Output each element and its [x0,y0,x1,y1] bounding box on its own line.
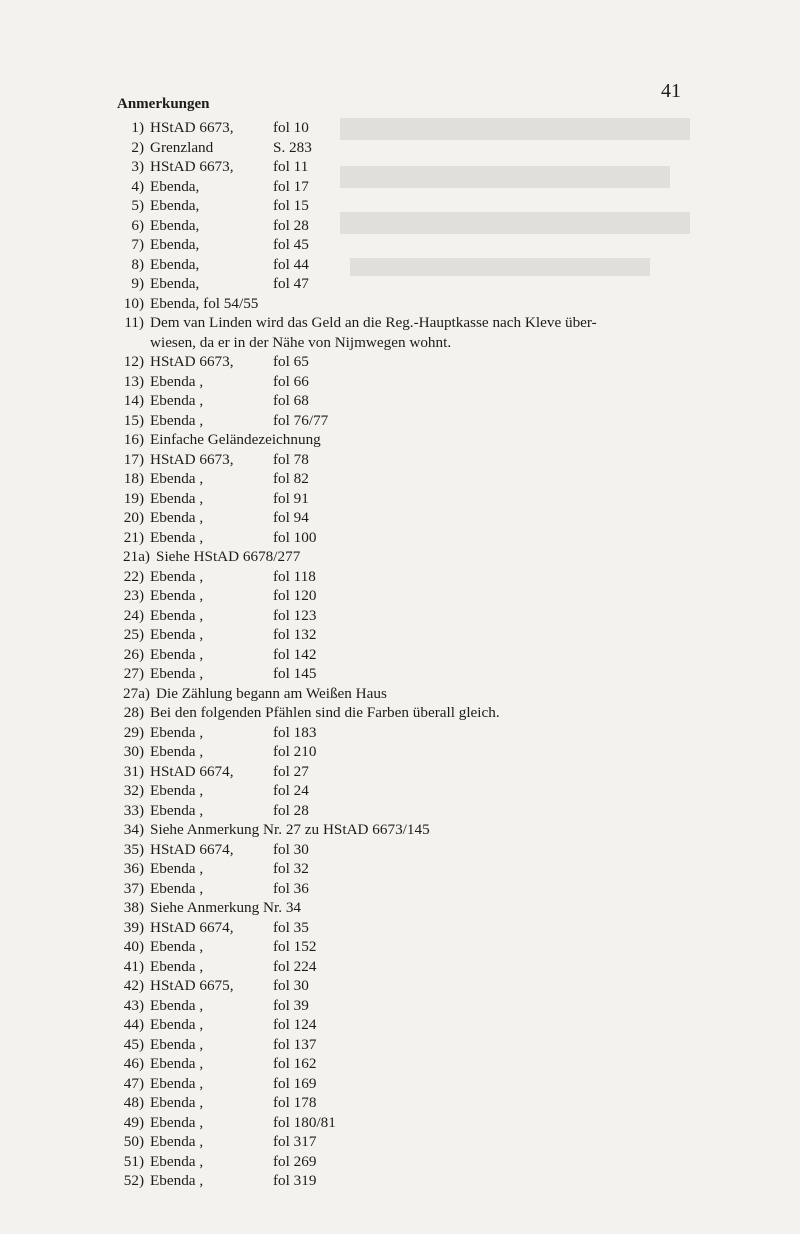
note-source: Ebenda , [150,665,204,682]
note-number: 45) [123,1035,144,1053]
note-number: 35) [123,840,144,858]
note-folio: fol 152 [273,938,317,955]
note-folio: fol 162 [273,1055,317,1072]
note-item [108,664,698,684]
note-folio: fol 123 [273,606,317,624]
note-number: 16) [123,431,144,448]
note-source: Ebenda , [150,372,204,390]
note-folio: fol 100 [273,528,317,546]
note-text: Bei den folgenden Pfählen sind die Farben überall gleich. [150,704,500,721]
note-number: 3) [131,158,144,175]
note-item [108,547,698,567]
note-source: Grenzland [150,138,214,156]
note-number: 39) [123,918,144,936]
note-number: 2) [131,138,144,156]
note-folio: fol 35 [273,918,309,936]
note-item [108,1152,698,1172]
note-number: 29) [123,723,144,741]
note-item [108,177,698,197]
note-number: 23) [123,587,144,604]
note-source: Ebenda , [150,411,204,429]
note-source: Ebenda , [150,626,204,643]
note-source: Ebenda , [150,528,204,546]
note-folio: fol 66 [273,372,309,390]
note-number: 50) [123,1133,144,1150]
note-item [108,1113,698,1133]
note-source: Ebenda , [150,1074,204,1092]
note-item [108,976,698,996]
note-item [108,391,698,411]
note-folio: fol 137 [273,1035,317,1053]
note-source: Ebenda, [150,275,200,292]
note-number: 4) [131,177,144,195]
note-folio: fol 44 [273,255,309,273]
note-number: 21a) [123,548,150,565]
note-item [108,294,698,314]
note-number: 7) [131,236,144,253]
note-item [108,450,698,470]
note-item [108,625,698,645]
note-text: Siehe Anmerkung Nr. 27 zu HStAD 6673/145 [150,821,430,838]
note-folio: fol 39 [273,996,309,1014]
note-number: 9) [131,275,144,292]
note-text: Siehe Anmerkung Nr. 34 [150,899,302,916]
note-number: 12) [123,353,144,370]
note-source: Ebenda , [150,1035,204,1053]
notes-list [108,118,698,1191]
note-number: 47) [123,1074,144,1092]
note-folio: fol 94 [273,509,309,526]
note-item [108,411,698,431]
note-source: Ebenda, [150,216,200,234]
note-source: Ebenda , [150,1113,204,1131]
note-item [108,1093,698,1113]
note-item [108,1074,698,1094]
note-item [108,255,698,275]
note-folio: fol 124 [273,1016,317,1033]
note-item [108,996,698,1016]
note-source: Ebenda , [150,782,204,799]
note-folio: fol 17 [273,177,309,195]
note-number: 48) [123,1094,144,1111]
note-number: 26) [123,645,144,663]
note-number: 5) [131,197,144,214]
note-item [108,138,698,158]
note-source: HStAD 6673, [150,158,234,175]
note-item [108,313,698,333]
note-source: Ebenda , [150,801,204,819]
note-source: Ebenda , [150,957,204,975]
note-item [108,703,698,723]
note-folio: fol 32 [273,860,309,877]
note-number: 21) [123,528,144,546]
note-number: 19) [123,489,144,507]
note-folio: fol 76/77 [273,411,329,429]
note-folio: fol 178 [273,1094,317,1111]
note-source: Ebenda , [150,489,204,507]
note-folio: fol 78 [273,450,309,468]
note-number: 20) [123,509,144,526]
note-continuation: wiesen, da er in der Nähe von Nijmwegen wohnt. [150,333,452,351]
note-item [108,157,698,177]
note-source: HStAD 6673, [150,450,234,468]
note-item [108,606,698,626]
note-folio: fol 91 [273,489,309,507]
note-item [108,859,698,879]
note-number: 44) [123,1016,144,1033]
note-number: 28) [123,704,144,721]
note-item [108,742,698,762]
note-number: 34) [123,821,144,838]
note-item [108,372,698,392]
note-folio: fol 15 [273,197,309,214]
note-item [108,1171,698,1191]
note-item [108,508,698,528]
note-number: 41) [123,957,144,975]
note-source: Ebenda , [150,723,204,741]
note-number: 31) [123,762,144,780]
note-source: Ebenda , [150,1094,204,1111]
note-source: Ebenda , [150,470,204,487]
note-folio: fol 30 [273,977,309,994]
note-folio: fol 24 [273,782,309,799]
note-number: 30) [123,743,144,760]
note-source: Ebenda, [150,236,200,253]
note-item [108,1054,698,1074]
note-source: Ebenda , [150,587,204,604]
note-item [108,879,698,899]
note-number: 43) [123,996,144,1014]
note-folio: fol 36 [273,879,309,897]
note-number: 36) [123,860,144,877]
note-folio: fol 45 [273,236,309,253]
note-number: 42) [123,977,144,994]
note-text: Ebenda, fol 54/55 [150,294,259,312]
note-source: Ebenda , [150,743,204,760]
note-item [108,898,698,918]
note-number: 27a) [123,684,150,702]
note-number: 1) [131,119,144,136]
note-number: 25) [123,626,144,643]
note-source: Ebenda, [150,255,200,273]
note-number: 51) [123,1152,144,1170]
note-source: Ebenda , [150,606,204,624]
note-folio: fol 10 [273,119,309,136]
note-number: 38) [123,899,144,916]
note-number: 17) [123,450,144,468]
note-item [108,1132,698,1152]
note-folio: fol 319 [273,1172,317,1189]
note-folio: fol 183 [273,723,317,741]
note-item [108,937,698,957]
note-item [108,118,698,138]
note-source: Ebenda , [150,645,204,663]
note-number: 27) [123,665,144,682]
note-item [108,528,698,548]
note-source: Ebenda , [150,1016,204,1033]
note-source: HStAD 6674, [150,840,234,858]
note-source: HStAD 6674, [150,918,234,936]
note-folio: fol 118 [273,567,316,585]
note-number: 6) [131,216,144,234]
note-folio: fol 27 [273,762,309,780]
note-source: Ebenda , [150,567,204,585]
note-source: Ebenda, [150,197,200,214]
note-item [108,1015,698,1035]
note-folio: fol 169 [273,1074,317,1092]
note-source: Ebenda , [150,1055,204,1072]
note-source: Ebenda , [150,860,204,877]
note-number: 22) [123,567,144,585]
note-folio: fol 65 [273,353,309,370]
note-folio: fol 180/81 [273,1113,336,1131]
note-number: 49) [123,1113,144,1131]
note-source: Ebenda , [150,996,204,1014]
note-source: Ebenda, [150,177,200,195]
note-folio: fol 317 [273,1133,317,1150]
note-number: 10) [123,294,144,312]
note-item [108,801,698,821]
note-item [108,684,698,704]
note-item [108,430,698,450]
note-folio: fol 269 [273,1152,317,1170]
note-folio: fol 30 [273,840,309,858]
note-item [108,352,698,372]
note-source: Ebenda , [150,1172,204,1189]
note-number: 8) [131,255,144,273]
note-source: Ebenda , [150,509,204,526]
note-number: 32) [123,782,144,799]
note-folio: fol 28 [273,801,309,819]
note-item [108,840,698,860]
note-number: 11) [124,314,144,331]
note-number: 18) [123,470,144,487]
note-item [108,762,698,782]
note-source: Ebenda , [150,879,204,897]
note-item [108,567,698,587]
note-item [108,1035,698,1055]
note-source: HStAD 6675, [150,977,234,994]
note-item [108,723,698,743]
note-number: 46) [123,1055,144,1072]
note-item [108,489,698,509]
note-source: Ebenda , [150,938,204,955]
note-folio: fol 47 [273,275,309,292]
note-folio: fol 145 [273,665,317,682]
note-text: Die Zählung begann am Weißen Haus [156,684,387,702]
note-source: Ebenda , [150,1152,204,1170]
note-source: HStAD 6673, [150,353,234,370]
note-number: 33) [123,801,144,819]
note-number: 24) [123,606,144,624]
note-item [108,918,698,938]
note-text: Siehe HStAD 6678/277 [156,548,301,565]
note-item [108,820,698,840]
note-folio: S. 283 [273,138,312,156]
note-source: HStAD 6674, [150,762,234,780]
note-item [108,957,698,977]
note-text: Einfache Geländezeichnung [150,431,321,448]
note-item [108,196,698,216]
note-number: 15) [123,411,144,429]
note-folio: fol 11 [273,158,309,175]
note-number: 13) [123,372,144,390]
note-folio: fol 82 [273,470,309,487]
note-folio: fol 120 [273,587,317,604]
note-folio: fol 224 [273,957,317,975]
note-number: 40) [123,938,144,955]
note-item [108,781,698,801]
note-source: Ebenda , [150,392,204,409]
note-item [108,645,698,665]
note-folio: fol 132 [273,626,317,643]
note-source: HStAD 6673, [150,119,234,136]
note-item [108,235,698,255]
note-folio: fol 28 [273,216,309,234]
note-number: 14) [123,392,144,409]
note-item [108,274,698,294]
note-item [108,469,698,489]
notes-heading: Anmerkungen [117,96,210,112]
note-folio: fol 68 [273,392,309,409]
note-folio: fol 142 [273,645,317,663]
note-number: 52) [123,1172,144,1189]
note-item [108,216,698,236]
note-number: 37) [123,879,144,897]
note-folio: fol 210 [273,743,317,760]
page-number: 41 [661,80,681,102]
note-item [108,586,698,606]
note-source: Ebenda , [150,1133,204,1150]
note-text: Dem van Linden wird das Geld an die Reg.-Hauptkasse nach Kleve über- [150,314,597,331]
